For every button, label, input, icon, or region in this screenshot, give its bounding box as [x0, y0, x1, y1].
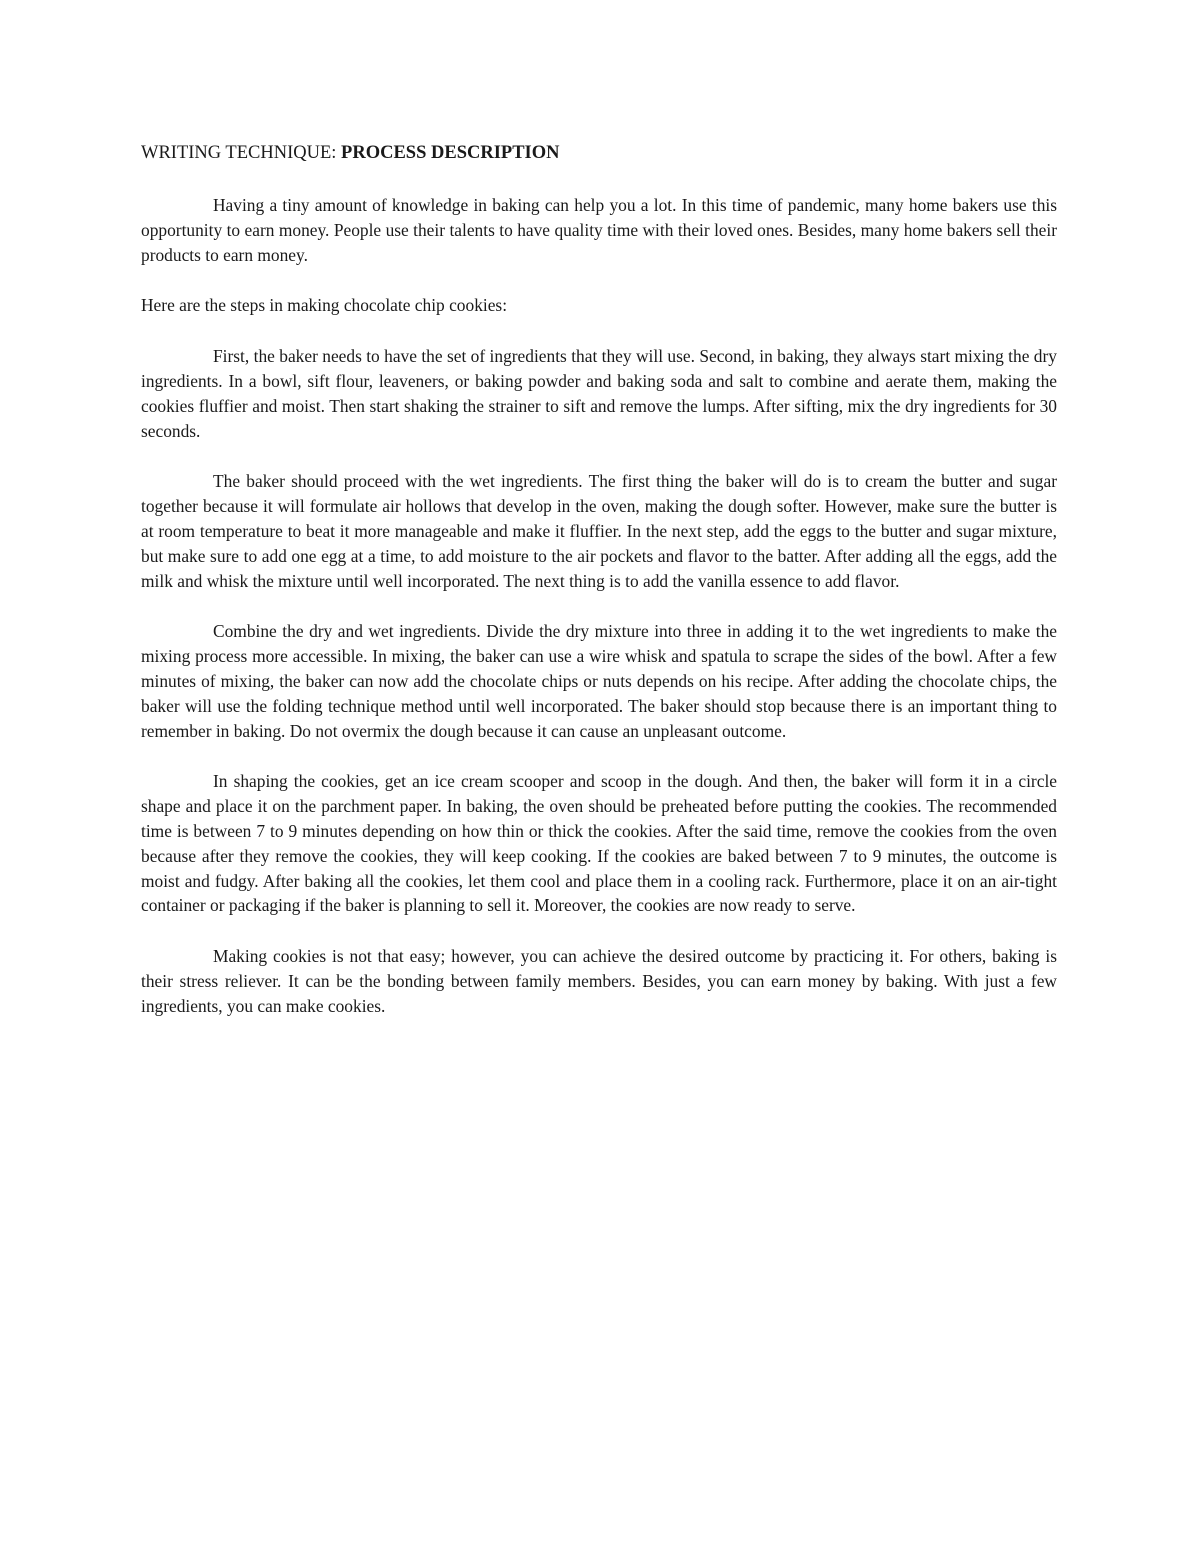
paragraph-wet-ingredients: The baker should proceed with the wet ingredients. The first thing the baker will do is to cream the butter and sugar together because it will formulate air hollows that develop in the oven, making the dough softer. However, make sure the butter is at room temperature to beat it more manageable and make it fluffier. In the next step, add the eggs to the butter and sugar mixture, but make sure to add one egg at a time, to add moisture to the air pockets and flavor to the batter. After adding all the eggs, add the milk and whisk the mixture until well incorporated. The next thing is to add the vanilla essence to add flavor. [141, 471, 1057, 591]
paragraph-steps-lead: Here are the steps in making chocolate chip cookies: [141, 295, 508, 316]
heading-title: PROCESS DESCRIPTION [341, 143, 560, 163]
paragraph-combining: Combine the dry and wet ingredients. Divide the dry mixture into three in adding it to the wet ingredients to make the mixing process more accessible. In mixing, the baker can use a wire whisk and spatula to scrape the sides of the bowl. After a few minutes of mixing, the baker can now add the chocolate chips or nuts depends on his recipe. After adding the chocolate chips, the baker will use the folding technique method until well incorporated. The baker should stop because there is an important thing to remember in baking. Do not overmix the dough because it can cause an unpleasant outcome. [141, 621, 1057, 741]
paragraph-intro: Having a tiny amount of knowledge in baking can help you a lot. In this time of pandemic, many home bakers use this opportunity to earn money. People use their talents to have quality time with their loved ones. Besides, many home bakers sell their products to earn money. [141, 195, 1057, 265]
document-heading [141, 140, 1057, 166]
paragraph-conclusion: Making cookies is not that easy; however, you can achieve the desired outcome by practicing it. For others, baking is their stress reliever. It can be the bonding between family members. Besides, you can earn money by baking. With just a few ingredients, you can make cookies. [141, 946, 1057, 1016]
heading-prefix: WRITING TECHNIQUE: [141, 143, 342, 163]
paragraph-shaping-baking: In shaping the cookies, get an ice cream scooper and scoop in the dough. And then, the baker will form it in a circle shape and place it on the parchment paper. In baking, the oven should be preheated before putting the cookies. The recommended time is between 7 to 9 minutes depending on how thin or thick the cookies. After the said time, remove the cookies from the oven because after they remove the cookies, they will keep cooking. If the cookies are baked between 7 to 9 minutes, the outcome is moist and fudgy. After baking all the cookies, let them cool and place them in a cooling rack. Furthermore, place it on an air-tight container or packaging if the baker is planning to sell it. Moreover, the cookies are now ready to serve. [141, 771, 1057, 916]
document-body [141, 140, 1057, 1045]
paragraph-dry-ingredients: First, the baker needs to have the set of ingredients that they will use. Second, in baking, they always start mixing the dry ingredients. In a bowl, sift flour, leaveners, or baking powder and baking soda and salt to combine and aerate them, making the cookies fluffier and moist. Then start shaking the strainer to sift and remove the lumps. After sifting, mix the dry ingredients for 30 seconds. [141, 346, 1057, 441]
